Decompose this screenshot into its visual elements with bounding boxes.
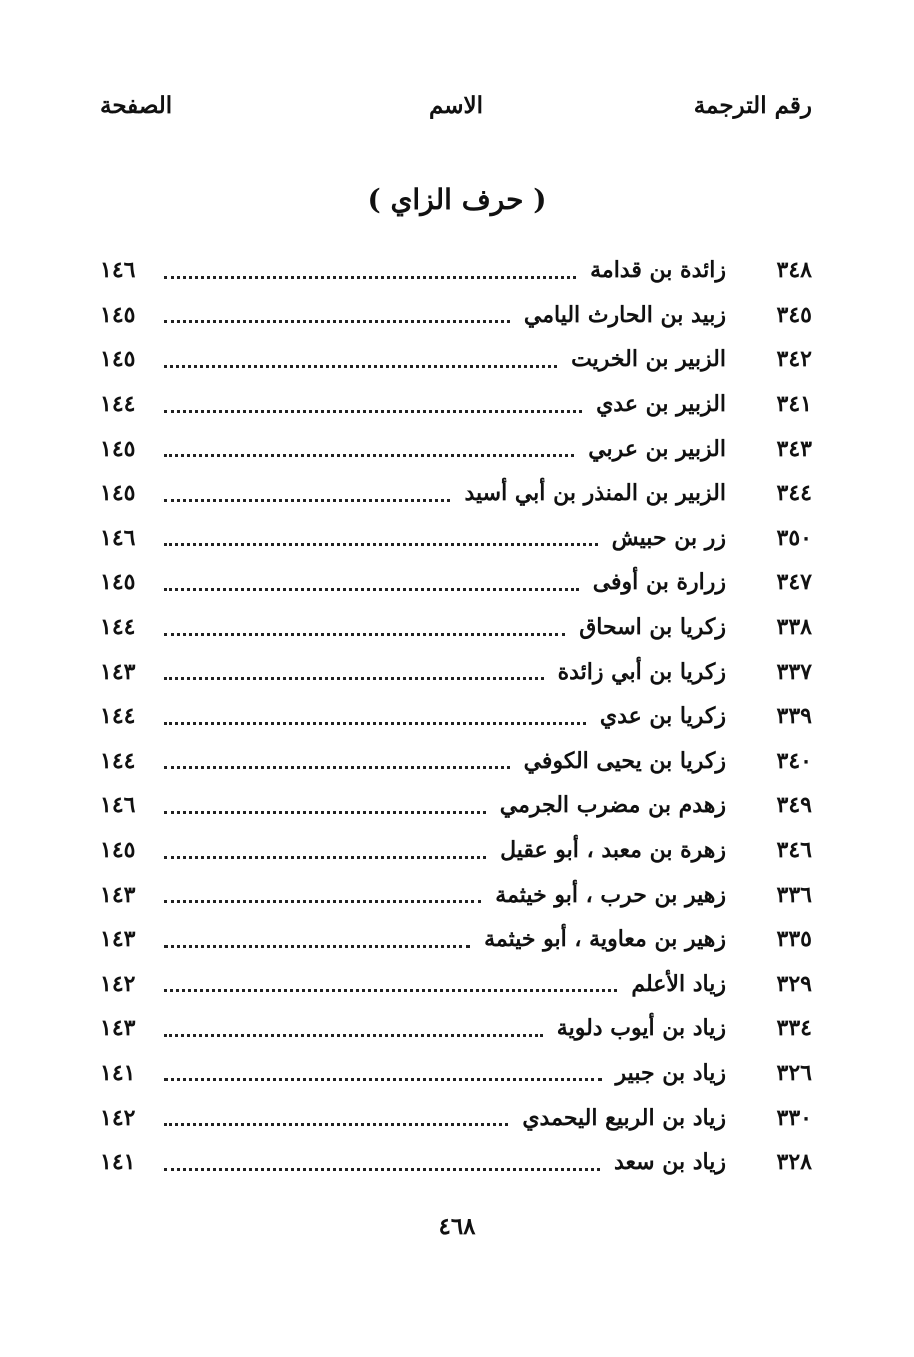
index-entry [100, 694, 812, 739]
entry-name: زهير بن حرب ، أبو خيثمة [495, 881, 726, 908]
dot-leader [164, 1034, 543, 1037]
index-entry [100, 1006, 812, 1051]
entry-page: ١٤٦ [100, 792, 136, 819]
entry-number: ٣٢٨ [776, 1149, 812, 1176]
entry-number: ٣٥٠ [776, 524, 812, 551]
entry-name: زياد بن سعد [613, 1149, 726, 1176]
dot-leader [164, 766, 510, 769]
page-number: ٤٦٨ [438, 1213, 476, 1240]
dot-leader [164, 811, 486, 814]
index-entry [100, 872, 812, 917]
entry-page: ١٤٦ [100, 524, 136, 551]
entry-page: ١٤٤ [100, 391, 136, 418]
entry-name: زياد بن أيوب دلوية [556, 1015, 726, 1042]
entry-number: ٣٣٠ [776, 1104, 812, 1131]
index-entry [100, 516, 812, 561]
dot-leader [164, 989, 617, 992]
index-entry [100, 471, 812, 516]
entry-number: ٣٤٠ [776, 747, 812, 774]
index-entry [100, 962, 812, 1007]
entry-number: ٣٤٩ [776, 792, 812, 819]
entry-number: ٣٣٨ [776, 614, 812, 641]
entry-number: ٣٣٥ [776, 926, 812, 953]
entry-page: ١٤٣ [100, 1015, 136, 1042]
entry-name: الزبير بن عدي [596, 391, 726, 418]
index-entry [100, 426, 812, 471]
dot-leader [164, 722, 586, 725]
index-entry [100, 739, 812, 784]
entry-number: ٣٤٢ [776, 346, 812, 373]
dot-leader [164, 856, 486, 859]
index-entry [100, 1140, 812, 1185]
dot-leader [164, 410, 582, 413]
index-entry [100, 917, 812, 962]
entry-name: زياد بن جبير [615, 1059, 726, 1086]
entry-page: ١٤٦ [100, 257, 136, 284]
entry-name: الزبير بن المنذر بن أبي أسيد [464, 480, 726, 507]
entry-name: زهدم بن مضرب الجرمي [499, 792, 726, 819]
dot-leader [164, 1078, 602, 1081]
entry-page: ١٤١ [100, 1059, 136, 1086]
entry-page: ١٤٥ [100, 480, 136, 507]
entry-page: ١٤٣ [100, 926, 136, 953]
dot-leader [164, 320, 510, 323]
section-title: ( حرف الزاي ) [367, 183, 547, 216]
entry-name: زياد بن الربيع اليحمدي [522, 1104, 726, 1131]
index-entry [100, 293, 812, 338]
dot-leader [164, 1123, 508, 1126]
entry-number: ٣٤١ [776, 391, 812, 418]
entry-page: ١٤٤ [100, 747, 136, 774]
index-entry [100, 605, 812, 650]
column-header-name: الاسم [428, 92, 484, 119]
entry-name: الزبير بن عربي [588, 435, 726, 462]
column-header-number: رقم الترجمة [693, 92, 812, 119]
entry-page: ١٤٤ [100, 703, 136, 730]
index-entry [100, 1051, 812, 1096]
entry-name: زهير بن معاوية ، أبو خيثمة [484, 926, 726, 953]
dot-leader [164, 454, 574, 457]
dot-leader [164, 945, 470, 948]
entry-name: زكريا بن اسحاق [579, 614, 726, 641]
entry-number: ٣٤٣ [776, 435, 812, 462]
index-entry [100, 248, 812, 293]
entry-number: ٣٤٧ [776, 569, 812, 596]
entry-name: زياد الأعلم [631, 970, 726, 997]
entry-page: ١٤٣ [100, 658, 136, 685]
entry-number: ٣٣٦ [776, 881, 812, 908]
entry-number: ٣٤٥ [776, 301, 812, 328]
entry-number: ٣٢٩ [776, 970, 812, 997]
entry-page: ١٤٥ [100, 346, 136, 373]
entry-name: زكريا بن يحيى الكوفي [523, 747, 726, 774]
entry-number: ٣٣٤ [776, 1015, 812, 1042]
entry-number: ٣٤٦ [776, 837, 812, 864]
entry-number: ٣٤٤ [776, 480, 812, 507]
entry-number: ٣٣٧ [776, 658, 812, 685]
dot-leader [164, 499, 450, 502]
index-entry [100, 649, 812, 694]
entry-number: ٣٢٦ [776, 1059, 812, 1086]
index-entry [100, 783, 812, 828]
entry-name: زبيد بن الحارث اليامي [523, 301, 726, 328]
entry-page: ١٤٥ [100, 569, 136, 596]
entry-name: زكريا بن أبي زائدة [557, 658, 726, 685]
entry-name: زكريا بن عدي [599, 703, 726, 730]
entry-name: الزبير بن الخريت [571, 346, 726, 373]
column-header-page: الصفحة [100, 92, 173, 119]
entry-page: ١٤٥ [100, 435, 136, 462]
dot-leader [164, 1168, 600, 1171]
entry-page: ١٤٣ [100, 881, 136, 908]
index-entry [100, 560, 812, 605]
entry-page: ١٤٢ [100, 1104, 136, 1131]
entry-page: ١٤١ [100, 1149, 136, 1176]
dot-leader [164, 677, 544, 680]
entry-name: زر بن حبيش [611, 524, 726, 551]
dot-leader [164, 633, 565, 636]
dot-leader [164, 900, 481, 903]
entry-page: ١٤٥ [100, 301, 136, 328]
entry-name: زرارة بن أوفى [592, 569, 726, 596]
entry-number: ٣٣٩ [776, 703, 812, 730]
index-entry [100, 828, 812, 873]
dot-leader [164, 365, 557, 368]
entry-page: ١٤٤ [100, 614, 136, 641]
entry-page: ١٤٢ [100, 970, 136, 997]
dot-leader [164, 276, 576, 279]
entry-page: ١٤٥ [100, 837, 136, 864]
index-entry [100, 382, 812, 427]
entry-number: ٣٤٨ [776, 257, 812, 284]
entry-name: زائدة بن قدامة [590, 257, 726, 284]
index-entry [100, 1095, 812, 1140]
entry-name: زهرة بن معبد ، أبو عقيل [500, 837, 726, 864]
index-entry [100, 337, 812, 382]
dot-leader [164, 588, 579, 591]
column-header [100, 92, 812, 132]
dot-leader [164, 543, 598, 546]
index-list [100, 248, 812, 1184]
